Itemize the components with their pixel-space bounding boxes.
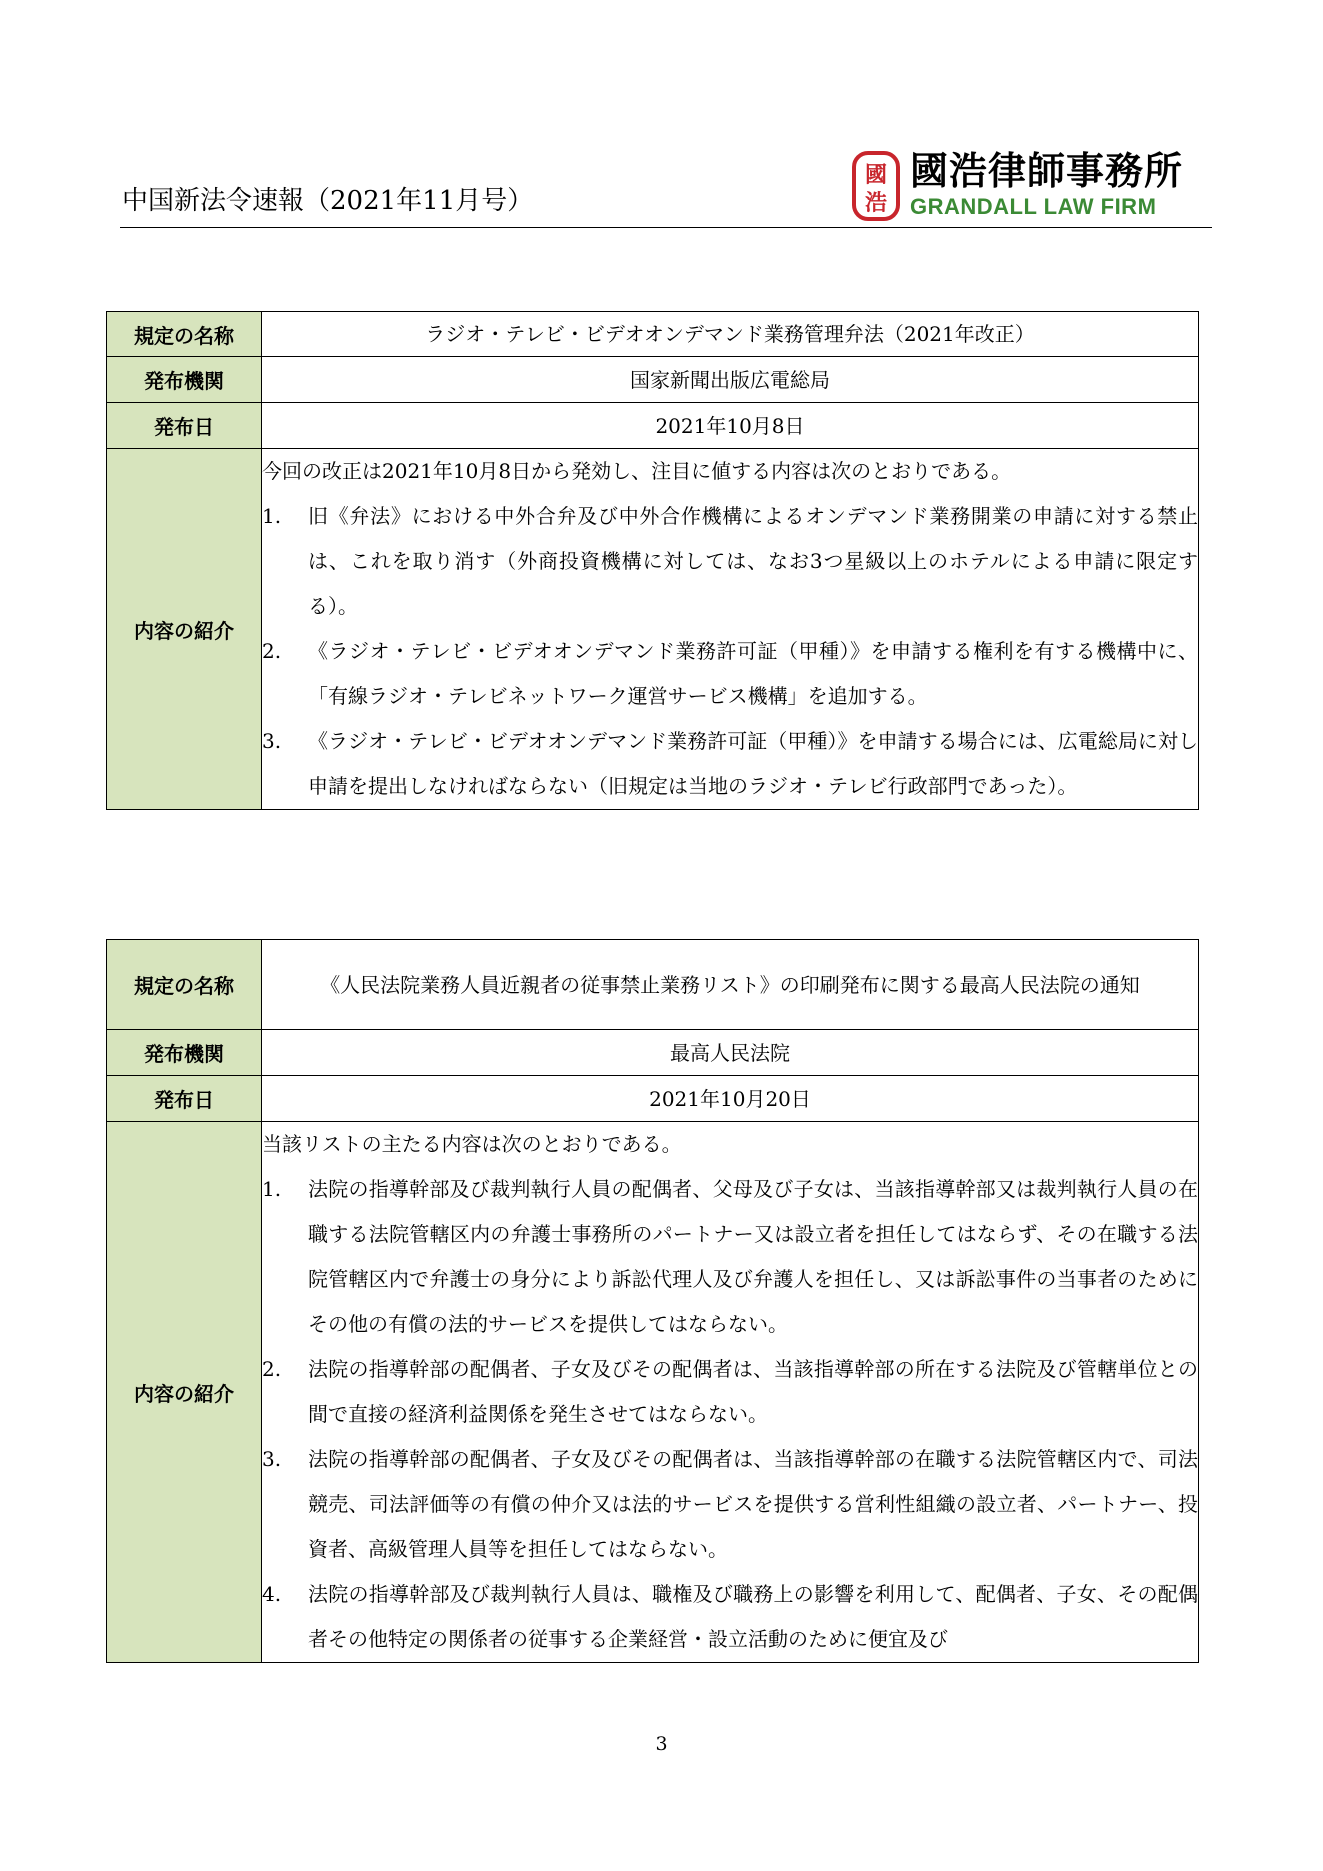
label-issue-date: 発布日	[107, 403, 262, 449]
list-item-number: 3.	[262, 1447, 282, 1471]
list-item-number: 2.	[262, 1357, 282, 1381]
label-regulation-name: 規定の名称	[107, 312, 262, 357]
content-intro: 今回の改正は2021年10月8日から発効し、注目に値する内容は次のとおりである。	[262, 459, 1012, 483]
firm-logo	[848, 150, 1188, 220]
seal-icon	[848, 150, 904, 222]
content-list	[262, 1167, 1198, 1662]
regulation-table-2	[106, 939, 1199, 1663]
logo-name-en: GRANDALL LAW FIRM	[910, 194, 1157, 219]
page-number: 3	[655, 1733, 668, 1755]
list-item	[262, 719, 1198, 809]
value-issue-date: 2021年10月20日	[262, 1076, 1199, 1122]
value-issue-date: 2021年10月8日	[262, 403, 1199, 449]
page-header-title: 中国新法令速報（2021年11月号）	[122, 186, 534, 216]
value-regulation-name: ラジオ・テレビ・ビデオオンデマンド業務管理弁法（2021年改正）	[262, 312, 1199, 357]
label-regulation-name: 規定の名称	[107, 940, 262, 1030]
row-issue-date	[107, 1076, 1199, 1122]
row-content	[107, 449, 1199, 810]
row-issuer	[107, 357, 1199, 403]
list-item-text: 法院の指導幹部の配偶者、子女及びその配偶者は、当該指導幹部の所在する法院及び管轄単位との間で直接の経済利益関係を発生させてはならない。	[308, 1357, 1198, 1426]
list-item	[262, 494, 1198, 629]
list-item-number: 1.	[262, 1177, 282, 1201]
content-intro: 当該リストの主たる内容は次のとおりである。	[262, 1132, 682, 1156]
list-item-text: 旧《弁法》における中外合弁及び中外合作機構によるオンデマンド業務開業の申請に対する禁止は、これを取り消す（外商投資機構に対しては、なお3つ星級以上のホテルによる申請に限定する）。	[308, 504, 1198, 618]
label-content: 内容の紹介	[107, 449, 262, 810]
value-regulation-name: 《人民法院業務人員近親者の従事禁止業務リスト》の印刷発布に関する最高人民法院の通知	[262, 940, 1199, 1030]
content-cell	[262, 1122, 1199, 1663]
list-item	[262, 1167, 1198, 1347]
list-item-number: 1.	[262, 504, 282, 528]
list-item-number: 2.	[262, 639, 282, 663]
list-item	[262, 1572, 1198, 1662]
list-item-number: 3.	[262, 729, 282, 753]
list-item-text: 法院の指導幹部及び裁判執行人員の配偶者、父母及び子女は、当該指導幹部又は裁判執行人員の在職する法院管轄区内の弁護士事務所のパートナー又は設立者を担任してはならず、その在職する法院管轄区内で弁護士の身分により訴訟代理人及び弁護人を担任し、又は訴訟事件の当事者のためにその他の有償の法的サービスを提供してはならない。	[308, 1177, 1198, 1336]
label-content: 内容の紹介	[107, 1122, 262, 1663]
row-issue-date	[107, 403, 1199, 449]
regulation-table-1	[106, 311, 1199, 810]
content-cell	[262, 449, 1199, 810]
row-regulation-name	[107, 312, 1199, 357]
list-item	[262, 629, 1198, 719]
value-issuer: 国家新聞出版広電総局	[262, 357, 1199, 403]
list-item-number: 4.	[262, 1582, 282, 1606]
list-item	[262, 1437, 1198, 1572]
label-issuer: 発布機関	[107, 1030, 262, 1076]
list-item-text: 《ラジオ・テレビ・ビデオオンデマンド業務許可証（甲種）》を申請する権利を有する機構中に、「有線ラジオ・テレビネットワーク運営サービス機構」を追加する。	[308, 639, 1198, 708]
svg-text:國: 國	[864, 163, 888, 188]
value-issuer: 最高人民法院	[262, 1030, 1199, 1076]
logo-name-cn: 國浩律師事務所	[910, 149, 1184, 193]
list-item-text: 法院の指導幹部の配偶者、子女及びその配偶者は、当該指導幹部の在職する法院管轄区内で、司法競売、司法評価等の有償の仲介又は法的サービスを提供する営利性組織の設立者、パートナー、投資者、高級管理人員等を担任してはならない。	[308, 1447, 1198, 1561]
header-divider	[120, 227, 1212, 228]
content-list	[262, 494, 1198, 809]
row-issuer	[107, 1030, 1199, 1076]
label-issuer: 発布機関	[107, 357, 262, 403]
label-issue-date: 発布日	[107, 1076, 262, 1122]
svg-text:浩: 浩	[864, 191, 888, 216]
row-content	[107, 1122, 1199, 1663]
list-item-text: 《ラジオ・テレビ・ビデオオンデマンド業務許可証（甲種）》を申請する場合には、広電総局に対し申請を提出しなければならない（旧規定は当地のラジオ・テレビ行政部門であった）。	[308, 729, 1198, 798]
list-item	[262, 1347, 1198, 1437]
list-item-text: 法院の指導幹部及び裁判執行人員は、職権及び職務上の影響を利用して、配偶者、子女、その配偶者その他特定の関係者の従事する企業経営・設立活動のために便宜及び	[308, 1582, 1198, 1651]
row-regulation-name	[107, 940, 1199, 1030]
